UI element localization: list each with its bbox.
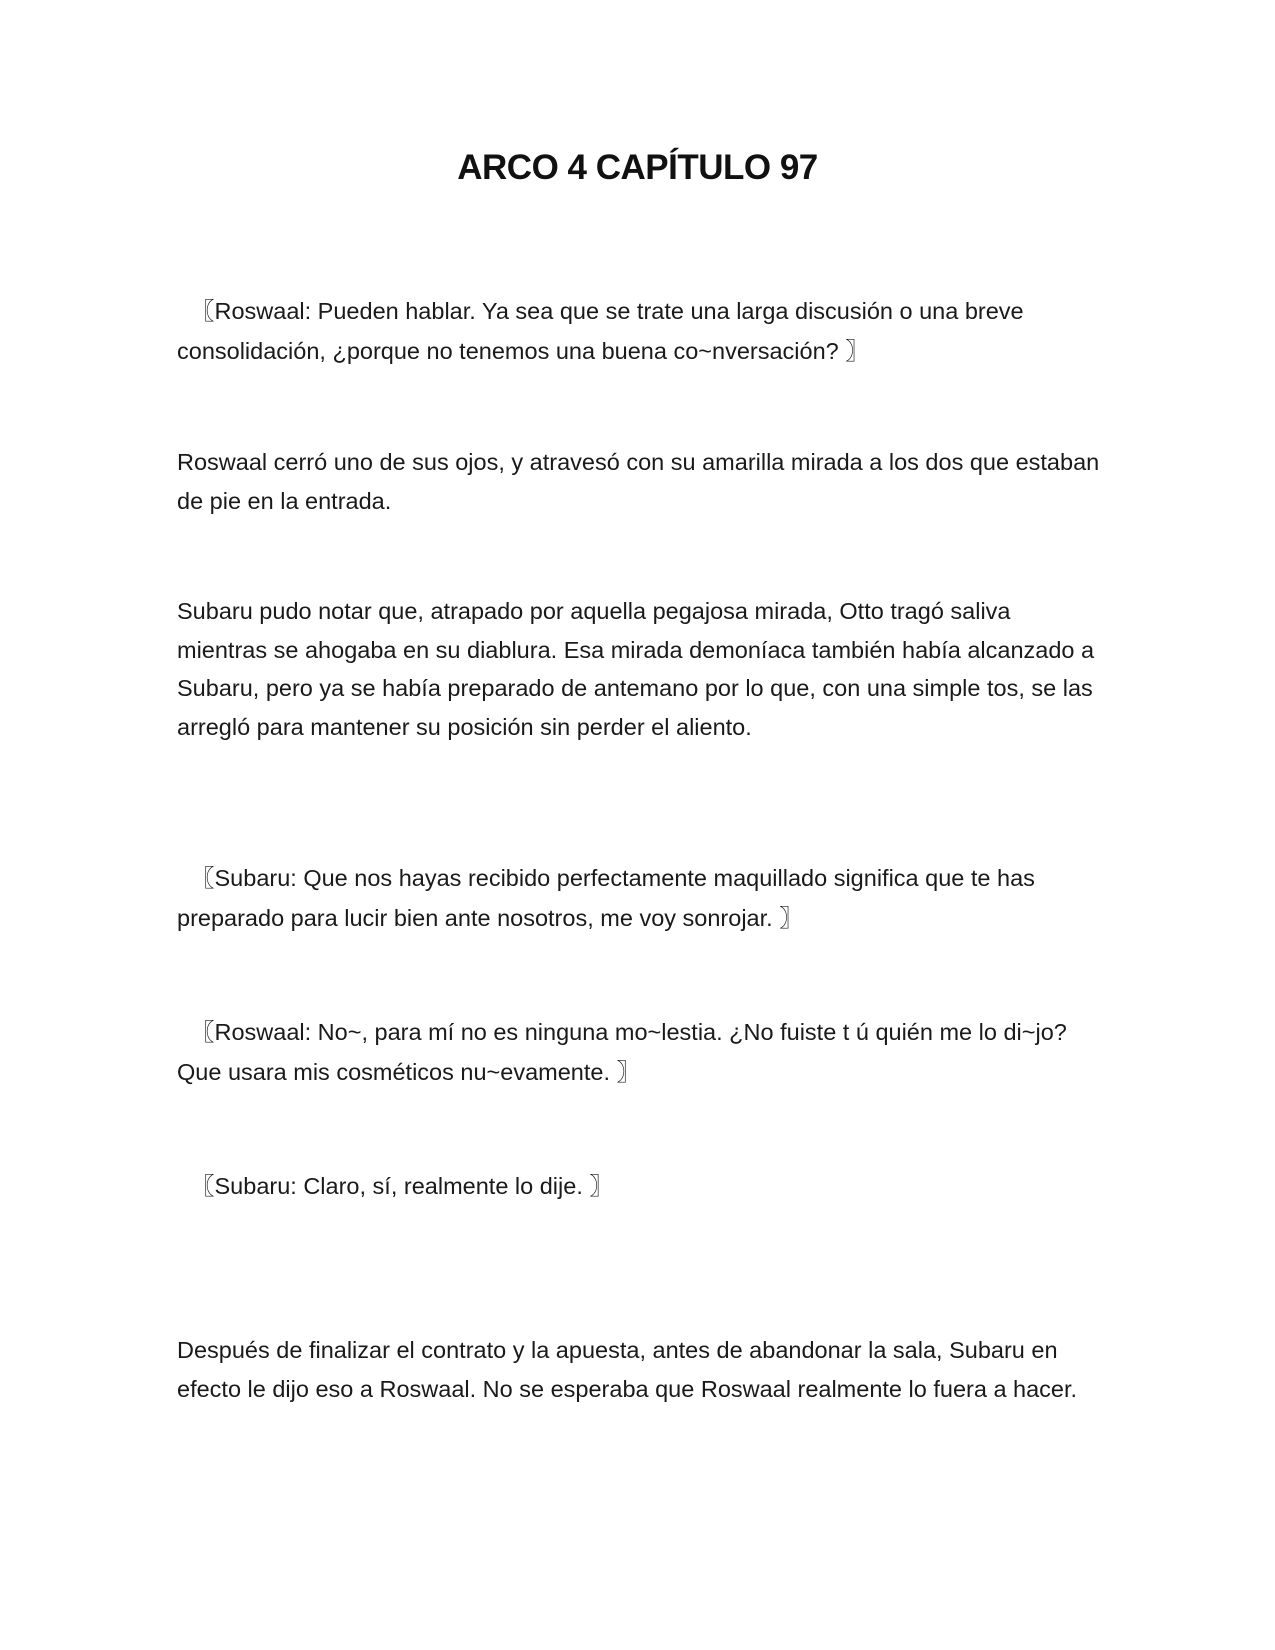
narration-paragraph: Después de finalizar el contrato y la apuesta, antes de abandonar la sala, Subaru en efecto le dijo eso a Roswaal. No se esperaba que Roswaal realmente lo fuera a hacer. (177, 1337, 1078, 1402)
dialogue-paragraph: 〖Subaru: Claro, sí, realmente lo dije. 〗 (191, 1173, 613, 1199)
narration-paragraph: Roswaal cerró uno de sus ojos, y atravesó con su amarilla mirada a los dos que estaban de pie en la entrada. (177, 449, 1100, 514)
dialogue-paragraph: 〖Roswaal: Pueden hablar. Ya sea que se trate una larga discusión o una breve consolidación, ¿porque no tenemos una buena co~nversación? 〗 (177, 298, 1024, 364)
dialogue-paragraph: 〖Subaru: Que nos hayas recibido perfectamente maquillado significa que te has preparado para lucir bien ante nosotros, me voy sonrojar. 〗 (177, 865, 1035, 931)
chapter-title: ARCO 4 CAPÍTULO 97 (457, 148, 818, 187)
dialogue-paragraph: 〖Roswaal: No~, para mí no es ninguna mo~lestia. ¿No fuiste t ú quién me lo di~jo? Que usara mis cosméticos nu~evamente. 〗 (177, 1019, 1067, 1085)
narration-paragraph: Subaru pudo notar que, atrapado por aquella pegajosa mirada, Otto tragó saliva mientras se ahogaba en su diablura. Esa mirada demoníaca también había alcanzado a Subaru, pero ya se había preparado de antemano por lo que, con una simple tos, se las arregló para mantener su posición sin perder el aliento. (177, 598, 1095, 740)
